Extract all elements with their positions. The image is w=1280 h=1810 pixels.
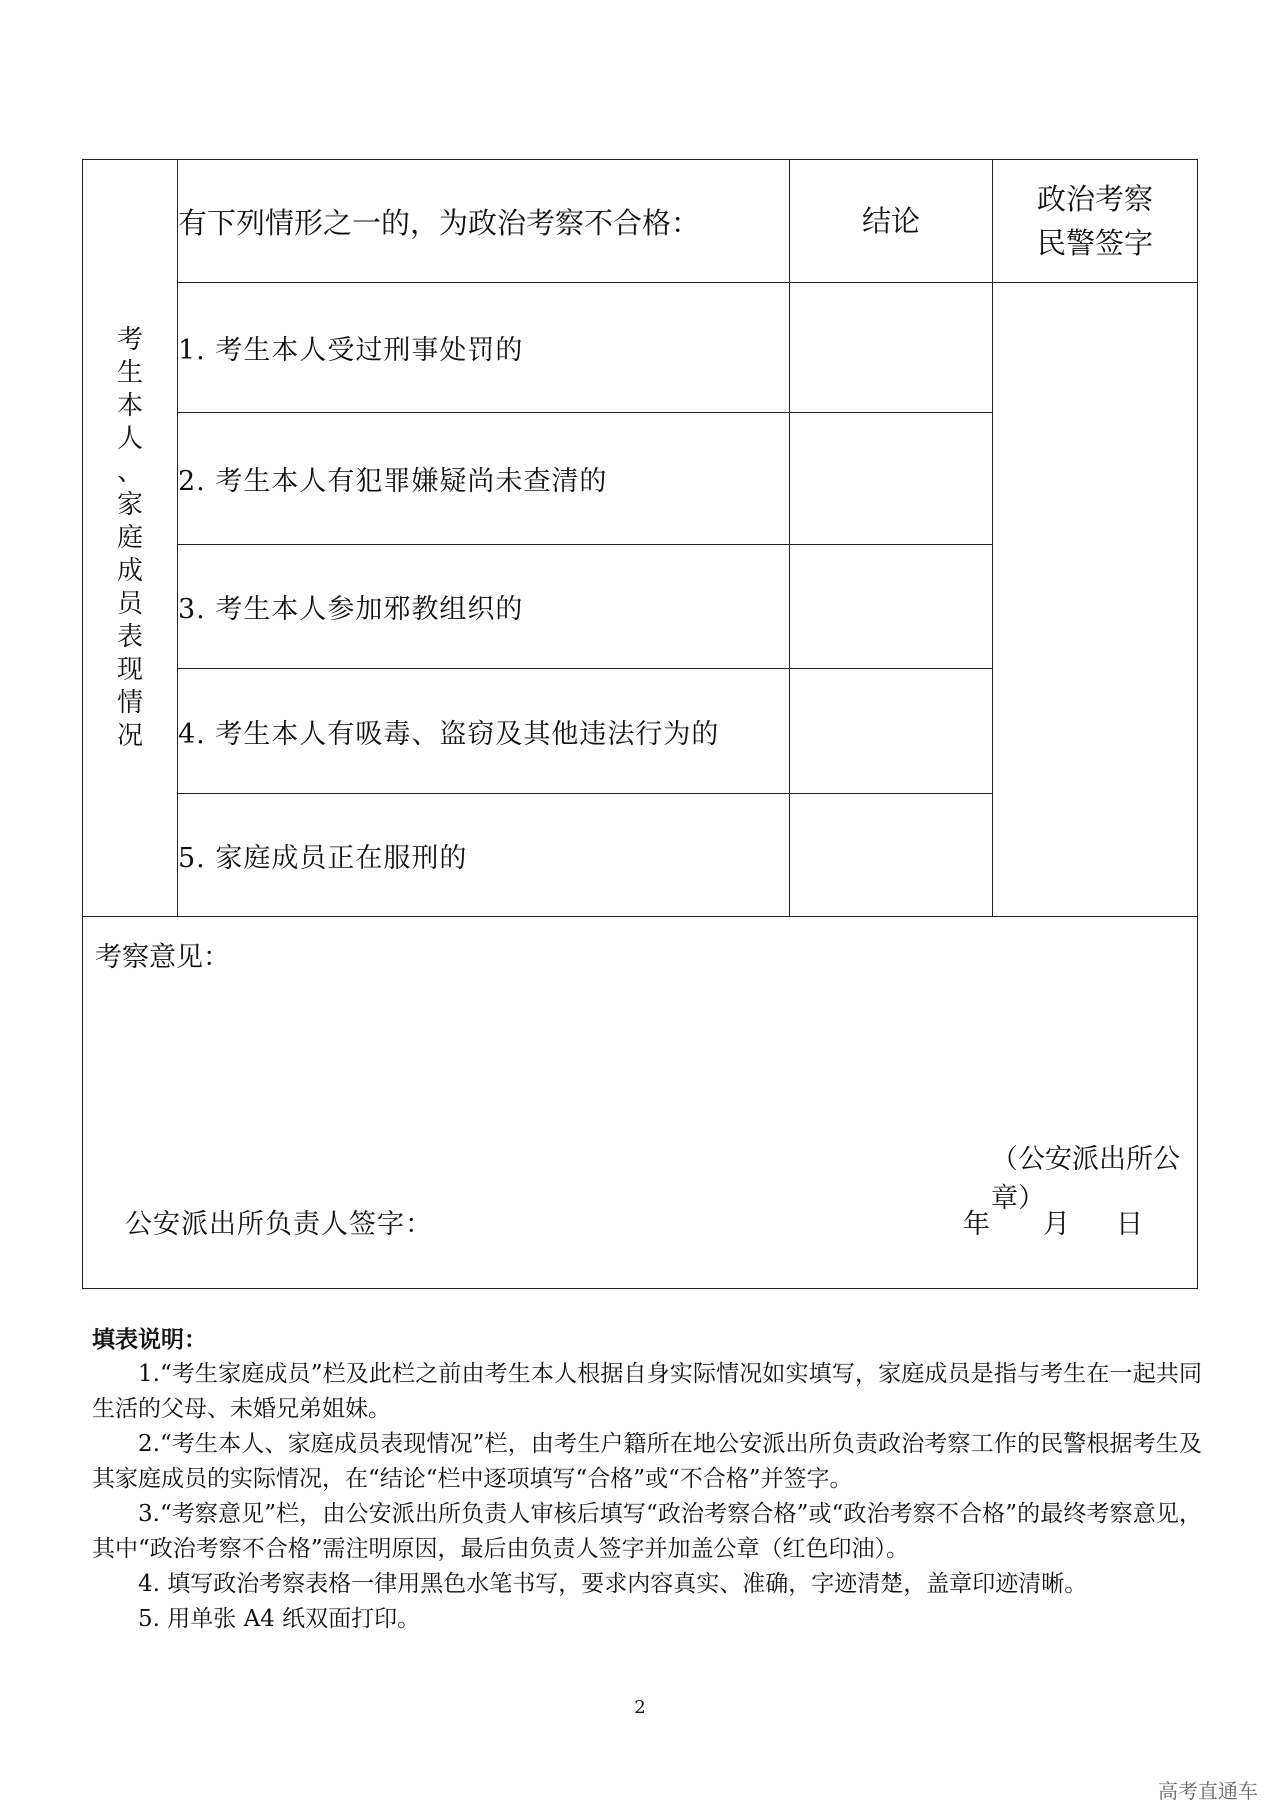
conclusion-cell[interactable] (790, 413, 993, 545)
item-row (83, 283, 1198, 413)
criteria-header: 有下列情形之一的，为政治考察不合格： (178, 160, 790, 283)
watermark: 高考直通车 (1158, 1779, 1258, 1803)
side-label-char: 、 (116, 456, 143, 487)
instruction-item: 3.“考察意见”栏，由公安派出所负责人审核后填写“政治考察合格”或“政治考察不合格”的最终考察意见，其中“政治考察不合格”需注明原因，最后由负责人签字并加盖公章（红色印油）。 (92, 1501, 1202, 1562)
opinion-cell[interactable] (83, 917, 1198, 1289)
opinion-label: 考察意见： (95, 942, 230, 973)
side-label-char: 现 (116, 654, 143, 685)
side-label-char: 人 (116, 423, 143, 454)
header-row (83, 160, 1198, 283)
instructions-title: 填表说明： (92, 1326, 207, 1353)
item-label: 3. 考生本人参加邪教组织的 (178, 545, 790, 669)
instruction-item: 1.“考生家庭成员”栏及此栏之前由考生本人根据自身实际情况如实填写，家庭成员是指与考生在一起共同生活的父母、未婚兄弟姐妹。 (92, 1361, 1202, 1422)
date-month-label: 月 (1043, 1209, 1070, 1240)
side-label-char: 况 (116, 720, 143, 751)
conclusion-header: 结论 (790, 160, 993, 283)
signature-label: 公安派出所负责人签字： (125, 1209, 433, 1240)
date-year-label: 年 (963, 1209, 990, 1240)
side-label-char: 情 (116, 687, 143, 718)
side-label-char: 考 (116, 324, 143, 355)
item-label: 5. 家庭成员正在服刑的 (178, 794, 790, 917)
item-label: 2. 考生本人有犯罪嫌疑尚未查清的 (178, 413, 790, 545)
side-label-char: 生 (116, 357, 143, 388)
instruction-item: 5. 用单张 A4 纸双面打印。 (138, 1606, 421, 1632)
stamp-placeholder: （公安派出所公章） (991, 1144, 1180, 1214)
side-label-char: 本 (116, 390, 143, 421)
date-day-label: 日 (1116, 1209, 1143, 1240)
officer-signature-header (993, 160, 1198, 283)
instructions (92, 1322, 1202, 1637)
instruction-item: 2.“考生本人、家庭成员表现情况”栏，由考生户籍所在地公安派出所负责政治考察工作的民警根据考生及其家庭成员的实际情况，在“结论“栏中逐项填写“合格”或“不合格”并签字。 (92, 1431, 1202, 1492)
officer-signature-cell[interactable] (993, 283, 1198, 917)
conclusion-cell[interactable] (790, 283, 993, 413)
conclusion-cell[interactable] (790, 669, 993, 794)
item-label: 1. 考生本人受过刑事处罚的 (178, 283, 790, 413)
side-label-char: 员 (116, 588, 143, 619)
side-label-vertical-text (83, 324, 177, 753)
side-label-char: 庭 (116, 522, 143, 553)
conclusion-cell[interactable] (790, 545, 993, 669)
conclusion-cell[interactable] (790, 794, 993, 917)
side-label-cell (83, 160, 178, 917)
item-label: 4. 考生本人有吸毒、盗窃及其他违法行为的 (178, 669, 790, 794)
side-label-char: 表 (116, 621, 143, 652)
political-review-form (82, 159, 1198, 1289)
side-label-char: 家 (116, 489, 143, 520)
officer-header-line2: 民警签字 (1036, 226, 1153, 260)
opinion-row (83, 917, 1198, 1289)
instruction-item: 4. 填写政治考察表格一律用黑色水笔书写，要求内容真实、准确，字迹清楚，盖章印迹清晰。 (138, 1571, 1088, 1597)
page-number: 2 (634, 1697, 646, 1718)
officer-header-line1: 政治考察 (1036, 182, 1153, 216)
side-label-char: 成 (116, 555, 143, 586)
